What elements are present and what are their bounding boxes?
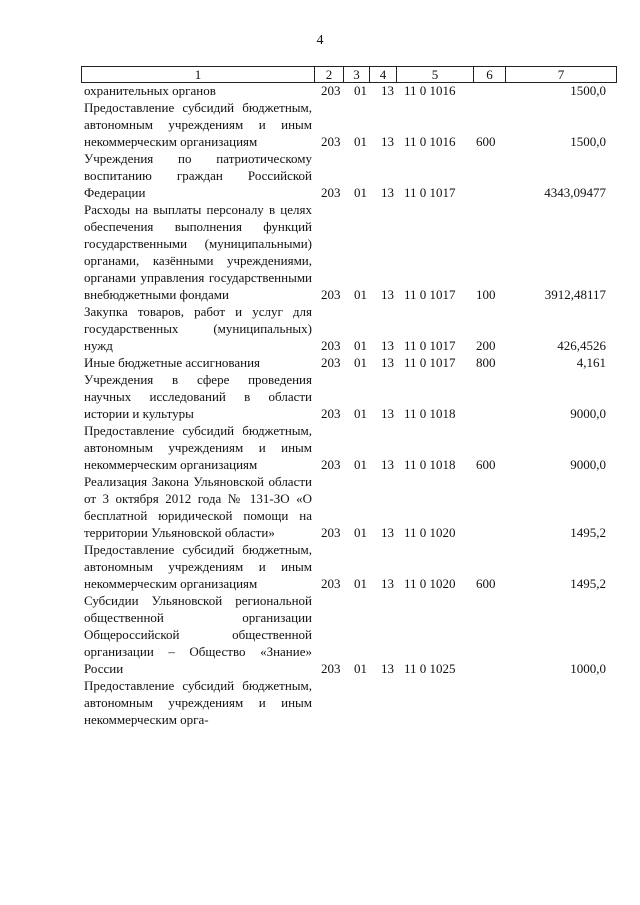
header-col-1: 1: [82, 67, 315, 82]
expense-type-code: 600: [476, 134, 496, 149]
section-code: 01: [354, 83, 367, 98]
subsection-code: 13: [381, 576, 394, 591]
row-description: Предоставление субсидий бюджетным, автономным учреждениям и иным некоммерческим организациям: [84, 542, 312, 591]
expense-type-code: 600: [476, 576, 496, 591]
subsection-code: 13: [381, 525, 394, 540]
row-codes: [0, 405, 640, 422]
row-description: Предоставление субсидий бюджетным, автономным учреждениям и иным некоммерческим организациям: [84, 100, 312, 149]
target-article-code: 11 0 1018: [404, 457, 456, 472]
amount: 1000,0: [570, 661, 606, 676]
table-row: [0, 473, 640, 541]
section-code: 01: [354, 525, 367, 540]
amount: 426,4526: [557, 338, 606, 353]
subsection-code: 13: [381, 355, 394, 370]
section-code: 01: [354, 457, 367, 472]
amount: 9000,0: [570, 457, 606, 472]
table-row: [0, 99, 640, 150]
amount: 1500,0: [570, 83, 606, 98]
amount: 4,161: [576, 355, 606, 370]
table-row: [0, 422, 640, 473]
table-row: [0, 354, 640, 371]
amount: 9000,0: [570, 406, 606, 421]
admin-code: 203: [321, 355, 341, 370]
row-description: Реализация Закона Ульяновской области от 3 октября 2012 года № 131-ЗО «О бесплатной юридической помощи на территории Ульяновской области»: [84, 474, 312, 540]
subsection-code: 13: [381, 457, 394, 472]
target-article-code: 11 0 1020: [404, 576, 456, 591]
target-article-code: 11 0 1017: [404, 355, 456, 370]
admin-code: 203: [321, 83, 341, 98]
target-article-code: 11 0 1017: [404, 287, 456, 302]
target-article-code: 11 0 1025: [404, 661, 456, 676]
admin-code: 203: [321, 525, 341, 540]
row-description: Предоставление субсидий бюджетным, автономным учреждениям и иным некоммерческим организациям: [84, 423, 312, 472]
row-description: Расходы на выплаты персоналу в целях обеспечения выполнения функций государственными (муниципальными) органами, казёнными учреждениями, органами управления государственными внебюджетными фондами: [84, 202, 312, 302]
row-codes: [0, 82, 640, 99]
header-col-3: 3: [344, 67, 370, 82]
subsection-code: 13: [381, 287, 394, 302]
table-row: [0, 201, 640, 303]
amount: 1495,2: [570, 576, 606, 591]
section-code: 01: [354, 287, 367, 302]
target-article-code: 11 0 1020: [404, 525, 456, 540]
table-row: [0, 541, 640, 592]
section-code: 01: [354, 576, 367, 591]
target-article-code: 11 0 1017: [404, 338, 456, 353]
subsection-code: 13: [381, 134, 394, 149]
expense-type-code: 100: [476, 287, 496, 302]
expense-type-code: 800: [476, 355, 496, 370]
table-row: [0, 677, 640, 728]
expense-type-code: 200: [476, 338, 496, 353]
section-code: 01: [354, 406, 367, 421]
row-codes: [0, 575, 640, 592]
header-col-7: 7: [557, 67, 565, 82]
subsection-code: 13: [381, 185, 394, 200]
row-codes: [0, 184, 640, 201]
table-body: [0, 82, 640, 728]
section-code: 01: [354, 134, 367, 149]
amount: 4343,09477: [544, 185, 606, 200]
header-col-2: 2: [315, 67, 344, 82]
expense-type-code: 600: [476, 457, 496, 472]
row-description: Учреждения в сфере проведения научных исследований в области истории и культуры: [84, 372, 312, 421]
row-description: охранительных органов: [84, 83, 216, 98]
row-description: Учреждения по патриотическому воспитанию граждан Российской Федерации: [84, 151, 312, 200]
row-codes: [0, 337, 640, 354]
subsection-code: 13: [381, 338, 394, 353]
admin-code: 203: [321, 406, 341, 421]
table-row: [0, 592, 640, 677]
subsection-code: 13: [381, 406, 394, 421]
row-codes: [0, 660, 640, 677]
header-col-6: 6: [474, 67, 506, 82]
page-number: 4: [316, 33, 324, 48]
table-header: [81, 66, 617, 83]
admin-code: 203: [321, 338, 341, 353]
admin-code: 203: [321, 185, 341, 200]
target-article-code: 11 0 1018: [404, 406, 456, 421]
target-article-code: 11 0 1017: [404, 185, 456, 200]
row-codes: [0, 456, 640, 473]
target-article-code: 11 0 1016: [404, 134, 456, 149]
admin-code: 203: [321, 576, 341, 591]
admin-code: 203: [321, 661, 341, 676]
row-codes: [0, 286, 640, 303]
row-codes: [0, 133, 640, 150]
admin-code: 203: [321, 457, 341, 472]
header-col-4: 4: [370, 67, 397, 82]
table-row: [0, 303, 640, 354]
target-article-code: 11 0 1016: [404, 83, 456, 98]
section-code: 01: [354, 338, 367, 353]
row-description: Предоставление субсидий бюджетным, автономным учреждениям и иным некоммерческим орга-: [84, 678, 312, 727]
amount: 3912,48117: [544, 287, 606, 302]
section-code: 01: [354, 355, 367, 370]
section-code: 01: [354, 661, 367, 676]
row-codes: [0, 524, 640, 541]
amount: 1500,0: [570, 134, 606, 149]
table-row: [0, 150, 640, 201]
row-codes: [0, 711, 640, 728]
table-row: [0, 82, 640, 99]
amount: 1495,2: [570, 525, 606, 540]
section-code: 01: [354, 185, 367, 200]
subsection-code: 13: [381, 83, 394, 98]
table-row: [0, 371, 640, 422]
row-description: Субсидии Ульяновской региональной общественной организации Общероссийской общественной организации – Общество «Знание» России: [84, 593, 312, 676]
row-description: Иные бюджетные ассигнования: [84, 355, 261, 370]
subsection-code: 13: [381, 661, 394, 676]
admin-code: 203: [321, 287, 341, 302]
header-col-5: 5: [397, 67, 474, 82]
row-codes: [0, 354, 640, 371]
admin-code: 203: [321, 134, 341, 149]
row-description: Закупка товаров, работ и услуг для государственных (муниципальных) нужд: [84, 304, 312, 353]
